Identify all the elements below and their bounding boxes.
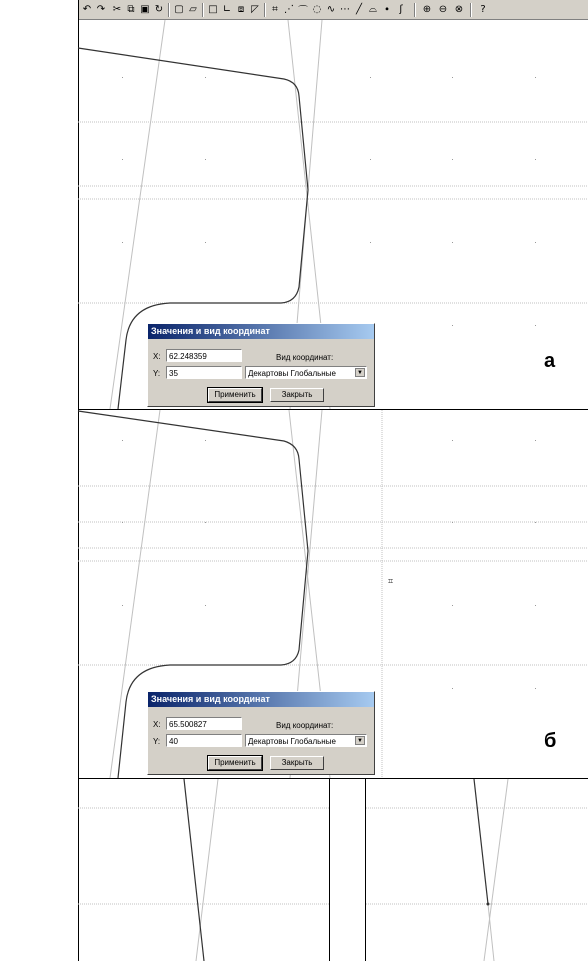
close-button[interactable]: Закрыть	[270, 756, 324, 770]
y-label: Y:	[153, 737, 161, 746]
snap-icon[interactable]: ⌗	[272, 4, 278, 15]
coordinates-dialog-a	[147, 323, 375, 407]
copy-icon[interactable]: ⧉	[127, 4, 135, 15]
panel-a-grid	[122, 77, 536, 326]
cut-icon[interactable]: ✂	[112, 4, 122, 15]
curve-icon[interactable]: ∿	[326, 4, 336, 15]
x-input[interactable]: 62.248359	[166, 349, 242, 362]
apply-button[interactable]: Применить	[208, 756, 262, 770]
circle-icon[interactable]: ◌	[312, 4, 322, 15]
group-icon[interactable]: ⧈	[237, 4, 245, 15]
coord-type-value: Декартовы Глобальные	[248, 369, 336, 378]
angle-icon[interactable]: ∟	[222, 4, 232, 15]
dialog-title: Значения и вид координат	[148, 324, 374, 339]
undo-icon[interactable]: ↶	[82, 4, 92, 15]
zoom-out-icon[interactable]: ⊖	[438, 4, 448, 15]
cursor-icon: ⌗	[388, 577, 394, 587]
coord-type-label: Вид координат:	[276, 353, 334, 362]
x-input[interactable]: 65.500827	[166, 717, 242, 730]
x-label: X:	[153, 352, 161, 361]
select-icon[interactable]: ◸	[251, 4, 259, 15]
arc-icon[interactable]: ⌓	[369, 4, 377, 15]
arc-icon[interactable]: ⌒	[298, 6, 308, 17]
construction-line	[488, 904, 494, 961]
coord-type-label: Вид координат:	[276, 721, 334, 730]
panel-label-b: б	[544, 730, 557, 752]
coord-type-select[interactable]	[245, 734, 367, 747]
panel-b-grid	[122, 440, 536, 689]
contour-c	[184, 779, 204, 961]
coord-type-value: Декартовы Глобальные	[248, 737, 336, 746]
zoom-window-icon[interactable]: ⊗	[454, 4, 464, 15]
panel-label-a: а	[544, 350, 556, 372]
construction-line	[196, 779, 218, 961]
chevron-down-icon[interactable]: ▼	[355, 368, 365, 377]
point-icon[interactable]: ∙	[383, 4, 391, 15]
construction-line	[484, 779, 508, 961]
zoom-in-icon[interactable]: ⊕	[422, 4, 432, 15]
apply-button[interactable]: Применить	[208, 388, 262, 402]
redo-icon[interactable]: ↷	[96, 4, 106, 15]
y-input[interactable]: 40	[166, 734, 242, 747]
point-icon[interactable]: ⋯	[340, 4, 350, 15]
chevron-down-icon[interactable]: ▼	[355, 736, 365, 745]
curve-icon[interactable]: ʃ	[399, 4, 403, 15]
y-input[interactable]: 35	[166, 366, 242, 379]
line-icon[interactable]: ⋰	[284, 4, 294, 15]
close-button[interactable]: Закрыть	[270, 388, 324, 402]
regenerate-icon[interactable]: ↻	[154, 4, 164, 15]
new-icon[interactable]: ▢	[174, 4, 184, 15]
x-label: X:	[153, 720, 161, 729]
snap-point	[487, 903, 490, 906]
rect-icon[interactable]: □	[208, 4, 218, 15]
y-label: Y:	[153, 369, 161, 378]
coordinates-dialog-b	[147, 691, 375, 775]
line-icon[interactable]: ╱	[355, 4, 363, 15]
dialog-title: Значения и вид координат	[148, 692, 374, 707]
page-icon[interactable]: ▱	[189, 4, 197, 15]
paste-icon[interactable]: ▣	[140, 4, 150, 15]
contour-d	[474, 779, 488, 904]
help-icon[interactable]: ?	[480, 4, 486, 15]
coord-type-select[interactable]	[245, 366, 367, 379]
panel-c	[78, 779, 329, 961]
